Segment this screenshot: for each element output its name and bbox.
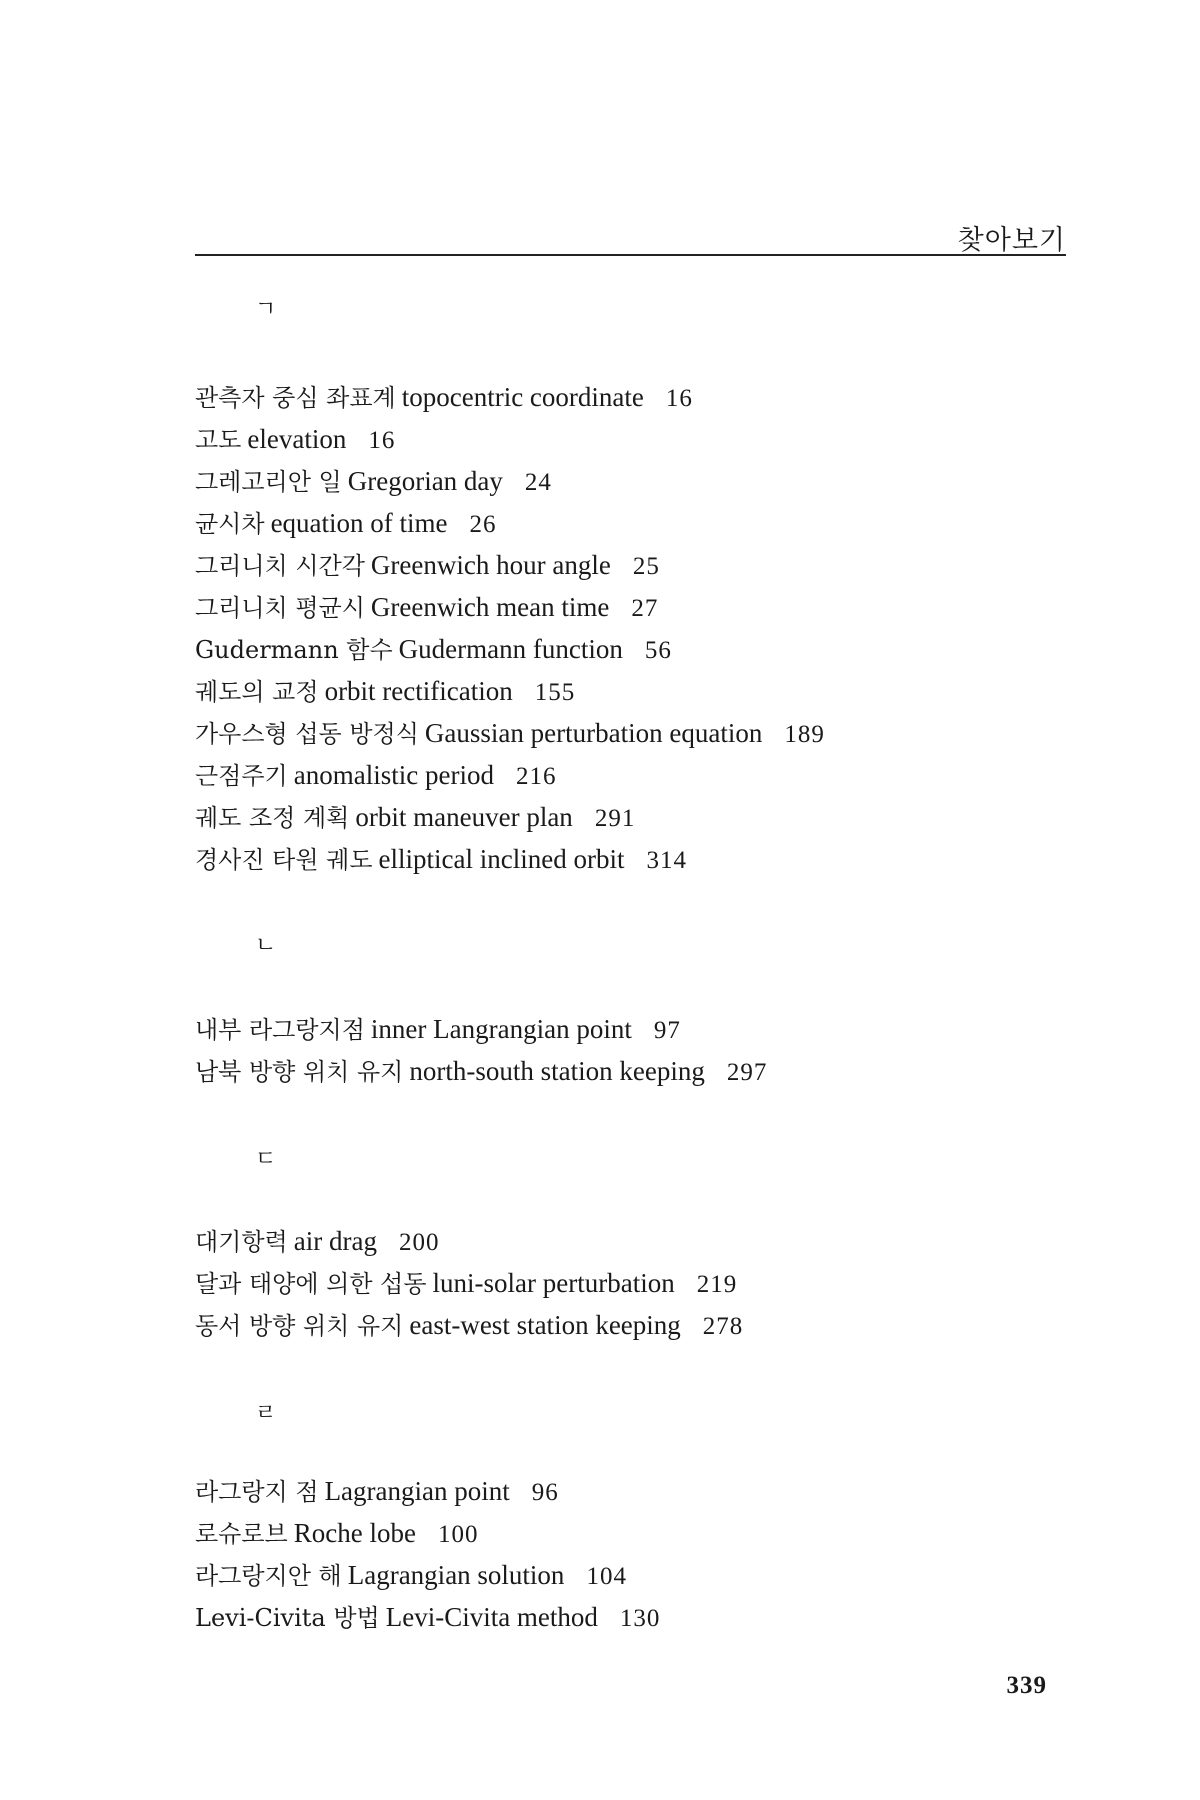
entry-page: 278	[702, 1313, 744, 1340]
entry-page: 219	[696, 1271, 738, 1298]
running-header-title: 찾아보기	[957, 225, 1066, 256]
entry-list	[195, 1470, 1095, 1638]
entry-page: 16	[368, 427, 396, 454]
entry-korean: 관측자 중심 좌표계	[195, 384, 396, 412]
entry-page: 200	[398, 1229, 440, 1256]
entry-english: Roche lobe	[293, 1518, 416, 1548]
entry-korean: 경사진 타원 궤도	[195, 846, 373, 874]
entry-page: 297	[726, 1059, 768, 1086]
page-number: 339	[1006, 1672, 1047, 1699]
entry-korean: Levi-Civita 방법	[195, 1604, 380, 1632]
entry-english: Lagrangian solution	[347, 1560, 565, 1590]
index-entry	[195, 712, 1095, 754]
entry-english: luni-solar perturbation	[432, 1268, 675, 1298]
entry-list	[195, 1220, 1095, 1346]
entry-page: 16	[665, 385, 693, 412]
entry-english: Gaussian perturbation equation	[424, 718, 763, 748]
entry-list	[195, 1008, 1095, 1092]
entry-korean: 달과 태양에 의한 섭동	[195, 1270, 427, 1298]
entry-page: 96	[531, 1479, 559, 1506]
entry-english: air drag	[293, 1226, 377, 1256]
section-letter: ㄱ	[255, 297, 277, 322]
entry-english: east-west station keeping	[409, 1310, 681, 1340]
entry-english: inner Langrangian point	[370, 1014, 632, 1044]
index-entry	[195, 418, 1095, 460]
index-entry	[195, 754, 1095, 796]
entry-english: equation of time	[270, 508, 448, 538]
entry-english: Lagrangian point	[324, 1476, 510, 1506]
entry-korean: 궤도 조정 계획	[195, 804, 350, 832]
section-letter: ㄴ	[255, 933, 277, 958]
index-entry	[195, 1554, 1095, 1596]
entry-korean: 대기항력	[195, 1228, 288, 1256]
entry-english: north-south station keeping	[409, 1056, 705, 1086]
index-entry	[195, 838, 1095, 880]
index-entry	[195, 628, 1095, 670]
index-entry	[195, 586, 1095, 628]
index-entry	[195, 502, 1095, 544]
entry-korean: 그리니치 평균시	[195, 594, 365, 622]
entry-korean: 라그랑지 점	[195, 1478, 319, 1506]
entry-korean: 남북 방향 위치 유지	[195, 1058, 404, 1086]
entry-page: 216	[515, 763, 557, 790]
entry-english: Greenwich hour angle	[370, 550, 611, 580]
entry-page: 26	[469, 511, 497, 538]
entry-page: 104	[586, 1563, 627, 1590]
entry-korean: 가우스형 섭동 방정식	[195, 720, 419, 748]
index-entry	[195, 1596, 1095, 1638]
entry-korean: 궤도의 교정	[195, 678, 319, 706]
entry-page: 100	[437, 1521, 479, 1548]
entry-english: topocentric coordinate	[401, 382, 644, 412]
section-letter: ㄹ	[255, 1401, 277, 1426]
entry-korean: 라그랑지안 해	[195, 1562, 342, 1590]
entry-korean: 고도	[195, 426, 242, 454]
entry-page: 130	[619, 1605, 661, 1632]
index-entry	[195, 1050, 1095, 1092]
entry-korean: 균시차	[195, 510, 265, 538]
entry-page: 155	[534, 679, 576, 706]
entry-page: 27	[631, 595, 659, 622]
entry-english: Greenwich mean time	[370, 592, 610, 622]
index-entry	[195, 1304, 1095, 1346]
index-entry	[195, 376, 1095, 418]
entry-korean: Gudermann 함수	[195, 636, 393, 664]
index-entry	[195, 670, 1095, 712]
index-entry	[195, 1262, 1095, 1304]
entry-english: anomalistic period	[293, 760, 494, 790]
entry-korean: 내부 라그랑지점	[195, 1016, 365, 1044]
index-entry	[195, 1512, 1095, 1554]
entry-english: Gudermann function	[398, 634, 623, 664]
entry-english: elliptical inclined orbit	[378, 844, 625, 874]
index-entry	[195, 544, 1095, 586]
entry-page: 189	[784, 721, 825, 748]
entry-page: 25	[632, 553, 660, 580]
index-entry	[195, 1220, 1095, 1262]
entry-korean: 그레고리안 일	[195, 468, 342, 496]
entry-korean: 그리니치 시간각	[195, 552, 365, 580]
entry-english: orbit maneuver plan	[355, 802, 573, 832]
entry-page: 56	[644, 637, 672, 664]
entry-english: elevation	[247, 424, 347, 454]
header-rule	[195, 254, 1066, 256]
entry-english: Levi-Civita method	[385, 1602, 598, 1632]
entry-page: 291	[594, 805, 636, 832]
entry-korean: 동서 방향 위치 유지	[195, 1312, 404, 1340]
entry-page: 314	[646, 847, 687, 874]
entry-list	[195, 376, 1095, 880]
entry-english: Gregorian day	[347, 466, 503, 496]
entry-page: 24	[524, 469, 552, 496]
section-letter: ㄷ	[255, 1147, 277, 1172]
index-entry	[195, 1470, 1095, 1512]
entry-english: orbit rectification	[324, 676, 513, 706]
entry-korean: 로슈로브	[195, 1520, 288, 1548]
index-entry	[195, 460, 1095, 502]
entry-page: 97	[653, 1017, 681, 1044]
index-entry	[195, 1008, 1095, 1050]
index-entry	[195, 796, 1095, 838]
entry-korean: 근점주기	[195, 762, 288, 790]
